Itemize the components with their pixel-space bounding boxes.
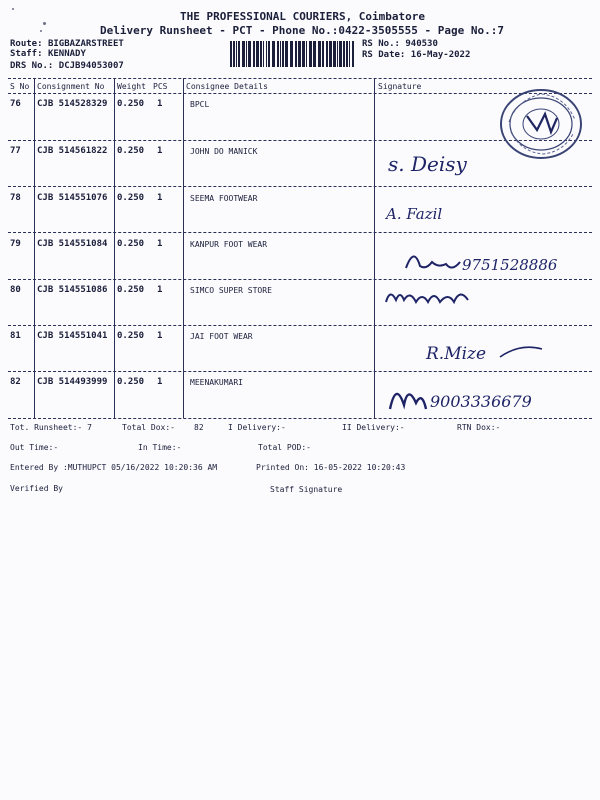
row-sno: 81 (10, 331, 21, 341)
row-sno: 76 (10, 99, 21, 109)
row-consignment: CJB 514493999 (37, 377, 108, 387)
barcode-bar (333, 41, 336, 67)
rs-date-line (362, 50, 470, 60)
row-weight: 0.250 (117, 99, 145, 109)
barcode-bar (266, 41, 267, 67)
row-pcs: 1 (157, 239, 163, 249)
staff-value: KENNADY (47, 49, 86, 59)
staff-line (10, 49, 86, 59)
barcode-bar (260, 41, 262, 67)
col-consignment: Consignment No (37, 82, 105, 91)
barcode-bar (246, 41, 247, 67)
row-weight: 0.250 (117, 377, 145, 387)
barcode-bar (318, 41, 321, 67)
row-sno: 82 (10, 377, 21, 387)
row-consignee: SEEMA FOOTWEAR (190, 194, 258, 203)
row-weight: 0.250 (117, 331, 145, 341)
row-rule (8, 371, 592, 372)
col-pcs: PCS (153, 82, 168, 91)
barcode-bar (329, 41, 332, 67)
company-seal-icon (497, 86, 585, 162)
row-consignment: CJB 514551041 (37, 331, 108, 341)
barcode-bar (230, 41, 232, 67)
barcode-bar (309, 41, 312, 67)
speck (12, 8, 14, 10)
speck (40, 30, 42, 32)
row-sno: 78 (10, 193, 21, 203)
rs-no-line (362, 39, 438, 49)
col-signature: Signature (378, 82, 422, 91)
row-rule (8, 325, 592, 326)
route-value: BIGBAZARSTREET (47, 39, 124, 49)
col-consignee: Consignee Details (186, 82, 268, 91)
signature-simco (382, 282, 492, 312)
barcode-bar (280, 41, 281, 67)
barcode-bar (313, 41, 316, 67)
svg-text:s. Deisy: s. Deisy (388, 152, 467, 176)
row-consignment: CJB 514551086 (37, 285, 108, 295)
barcode-bar (253, 41, 255, 67)
barcode-bar (236, 41, 237, 67)
svg-text:A. Fazil: A. Fazil (386, 205, 443, 223)
row-consignee: KANPUR FOOT WEAR (190, 240, 268, 249)
total-pod: Total POD:- (258, 443, 311, 452)
i-delivery: I Delivery:- (228, 423, 286, 432)
row-consignment: CJB 514551076 (37, 193, 108, 203)
row-consignee: JOHN DO MANICK (190, 147, 258, 156)
col-divider (183, 78, 184, 418)
barcode-bar (306, 41, 307, 67)
staff-label: Staff: (10, 49, 43, 59)
barcode-icon (230, 41, 356, 67)
col-weight: Weight (117, 82, 146, 91)
col-sno: S No (10, 82, 30, 91)
svg-text:R.Mize: R.Mize (426, 344, 487, 364)
barcode-bar (337, 41, 338, 67)
route-line (10, 39, 124, 49)
barcode-bar (282, 41, 284, 67)
row-weight: 0.250 (117, 285, 145, 295)
ii-delivery: II Delivery:- (342, 423, 405, 432)
barcode-bar (248, 41, 251, 67)
drs-value: DCJB94053007 (58, 61, 124, 71)
signature-jai (420, 333, 550, 369)
row-weight: 0.250 (117, 146, 145, 156)
row-consignee: MEENAKUMARI (190, 378, 243, 387)
rs-date-label: RS Date: (362, 50, 406, 60)
printed-on: Printed On: 16-05-2022 10:20:43 (256, 463, 406, 472)
row-weight: 0.250 (117, 193, 145, 203)
barcode-bar (272, 41, 275, 67)
barcode-bar (322, 41, 324, 67)
barcode-bar (233, 41, 235, 67)
barcode-bar (349, 41, 350, 67)
col-divider (114, 78, 115, 418)
signature-kanpur (402, 240, 592, 280)
row-pcs: 1 (157, 193, 163, 203)
row-pcs: 1 (157, 99, 163, 109)
row-consignment: CJB 514528329 (37, 99, 108, 109)
row-pcs: 1 (157, 331, 163, 341)
barcode-bar (326, 41, 328, 67)
tot-runsheet: Tot. Runsheet:- 7 (10, 423, 92, 432)
barcode-bar (346, 41, 348, 67)
out-time: Out Time:- (10, 443, 59, 452)
header-top-rule (8, 78, 592, 79)
row-rule (8, 232, 592, 233)
row-sno: 79 (10, 239, 21, 249)
row-consignee: SIMCO SUPER STORE (190, 286, 272, 295)
svg-text:9751528886: 9751528886 (462, 256, 558, 274)
barcode-bar (263, 41, 264, 67)
total-dox-value: 82 (194, 423, 204, 432)
runsheet-title: Delivery Runsheet - PCT - Phone No.:0422-3505555 - Page No.:7 (100, 24, 504, 37)
barcode-bar (268, 41, 270, 67)
total-dox-label: Total Dox:- (122, 423, 175, 432)
row-rule (8, 186, 592, 187)
barcode-bar (343, 41, 345, 67)
barcode-bar (242, 41, 245, 67)
svg-text:9003336679: 9003336679 (430, 392, 532, 411)
in-time: In Time:- (138, 443, 182, 452)
barcode-bar (295, 41, 297, 67)
company-title: THE PROFESSIONAL COURIERS, Coimbatore (180, 10, 426, 23)
verified-by: Verified By (10, 484, 63, 493)
barcode-bar (298, 41, 301, 67)
rs-date-value: 16-May-2022 (410, 50, 471, 60)
route-label: Route: (10, 39, 43, 49)
row-pcs: 1 (157, 146, 163, 156)
rs-no-label: RS No.: (362, 39, 400, 49)
col-divider (34, 78, 35, 418)
barcode-bar (302, 41, 305, 67)
rtn-dox: RTN Dox:- (457, 423, 501, 432)
speck (43, 22, 46, 25)
drs-label: DRS No.: (10, 61, 54, 71)
row-consignee: BPCL (190, 100, 210, 109)
entered-by: Entered By :MUTHUPCT 05/16/2022 10:20:36 AM (10, 463, 218, 472)
barcode-bar (290, 41, 293, 67)
row-consignment: CJB 514561822 (37, 146, 108, 156)
barcode-bar (285, 41, 288, 67)
row-consignment: CJB 514551084 (37, 239, 108, 249)
row-sno: 80 (10, 285, 21, 295)
signature-meenakumari (382, 375, 572, 419)
barcode-bar (238, 41, 240, 67)
barcode-bar (277, 41, 279, 67)
barcode-bar (352, 41, 354, 67)
row-consignee: JAI FOOT WEAR (190, 332, 253, 341)
col-divider (374, 78, 375, 418)
row-weight: 0.250 (117, 239, 145, 249)
signature-deisy (380, 143, 490, 183)
signature-fazil (380, 195, 500, 229)
row-pcs: 1 (157, 285, 163, 295)
barcode-bar (339, 41, 342, 67)
row-pcs: 1 (157, 377, 163, 387)
staff-signature: Staff Signature (270, 485, 343, 494)
drs-line (10, 61, 124, 71)
rs-no-value: 940530 (405, 39, 438, 49)
barcode-bar (256, 41, 259, 67)
row-sno: 77 (10, 146, 21, 156)
